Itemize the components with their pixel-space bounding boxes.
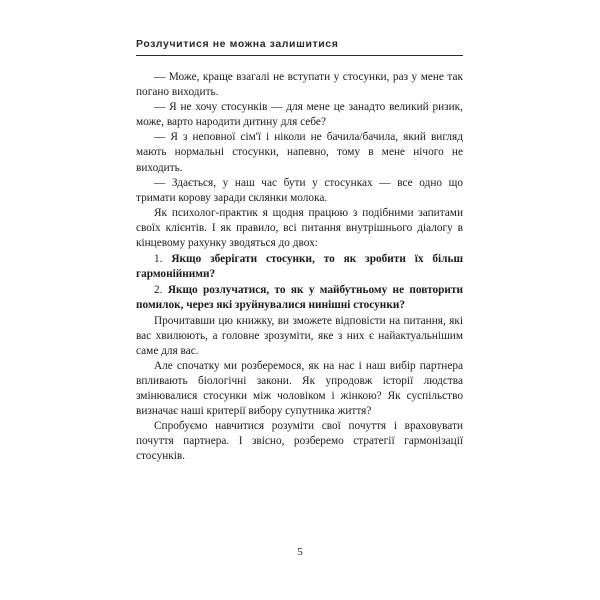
paragraph: — Я з неповної сім'ї і ніколи не бачила/бачила, який вигляд мають нормальні стосунки, напевно, тому в мене нічого не виходить.: [136, 131, 463, 174]
question-text: Якщо розлучатися, то як у майбутньому не повторити помилок, через які зруйнувалися нинішні стосунки?: [136, 284, 463, 312]
page-number: 5: [297, 546, 303, 558]
question-item-1: [136, 252, 463, 282]
page-body: [136, 70, 463, 464]
running-header: Розлучитися не можна залишитися: [136, 38, 339, 50]
paragraph: — Здається, у наш час бути у стосунках — все одно що тримати корову заради склянки молока.: [136, 176, 463, 204]
question-number: 2.: [154, 284, 163, 297]
paragraph: Але спочатку ми розберемося, як на нас і наш вибір партнера впливають біологічні закони. Як упродовж історії людства змінювалися стосунки між чоловіком і жінкою? Як суспільство визначає наші критерії вибору супутника життя?: [136, 359, 463, 418]
header-rule: [136, 55, 463, 56]
question-number: 1.: [154, 253, 163, 266]
paragraph: Прочитавши цю книжку, ви зможете відповісти на питання, які вас хвилюють, а головне зрозуміти, яке з них є найактуальнішим саме для вас.: [136, 314, 463, 357]
paragraph: — Я не хочу стосунків — для мене це занадто великий ризик, може, варто народити дитину для себе?: [136, 101, 463, 129]
paragraph: Як психолог-практик я щодня працюю з подібними запитами своїх клієнтів. І як правило, всі питання внутрішнього діалогу в кінцевому рахунку зводяться до двох:: [136, 206, 463, 250]
paragraph: — Може, краще взагалі не вступати у стосунки, раз у мене так погано виходить.: [136, 71, 463, 99]
question-text: Якщо зберігати стосунки, то як зробити їх більш гармонійними?: [136, 253, 463, 281]
paragraph: Спробуємо навчитися розуміти свої почуття і враховувати почуття партнера. І звісно, розберемо стратегії гармонізації стосунків.: [136, 420, 463, 463]
question-item-2: [136, 283, 463, 313]
